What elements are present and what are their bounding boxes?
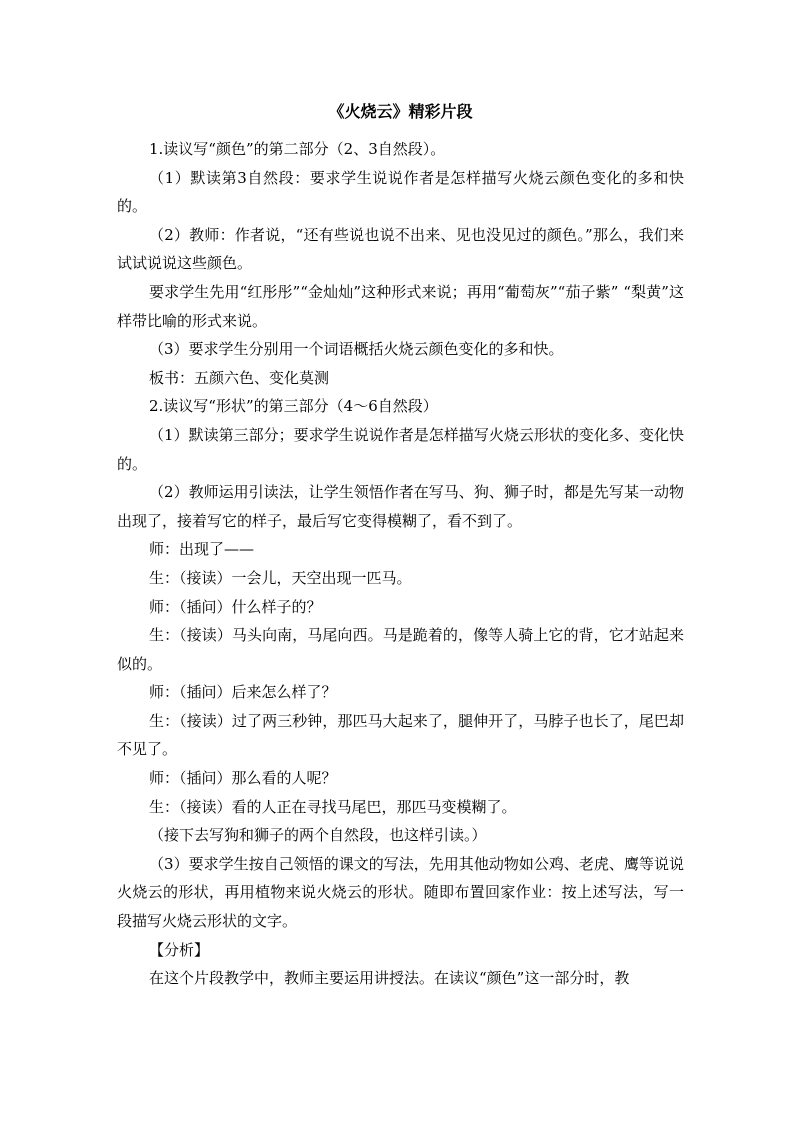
document-title: 《火烧云》精彩片段 <box>328 102 473 121</box>
paragraph-shape-step2: （2）教师运用引读法，让学生领悟作者在写马、狗、狮子时，都是先写某一动物出现了，接着写它的样子，最后写它变得模糊了，看不到了。 <box>117 483 684 530</box>
paragraph-blackboard: 板书：五颜六色、变化莫测 <box>149 368 330 387</box>
dialogue-line: 师：（插问）后来怎么样了？ <box>149 683 337 702</box>
paragraph-step3: （3）要求学生分别用一个词语概括火烧云颜色变化的多和快。 <box>149 340 564 359</box>
paragraph-analysis: 在这个片段教学中，教师主要运用讲授法。在读议“颜色”这一部分时，教 <box>149 969 630 988</box>
paragraph-section1-heading: 1.读议写“颜色”的第二部分（2、3自然段）。 <box>149 140 446 158</box>
paragraph-step2: （2）教师：作者说，“还有些说也说不出来、见也没见过的颜色。”那么，我们来试试说说这些颜色。 <box>117 225 684 273</box>
paragraph-shape-step3: （3）要求学生按自己领悟的课文的写法，先用其他动物如公鸡、老虎、鹰等说说火烧云的形状，再用植物来说火烧云的形状。随即布置回家作业：按上述写法，写一段描写火烧云形状的文字。 <box>117 854 684 931</box>
paragraph-section2-heading: 2.读议写“形状”的第三部分（4～6自然段） <box>149 397 438 416</box>
paragraph-note: （接下去写狗和狮子的两个自然段，也这样引读。） <box>149 826 487 845</box>
paragraph-color-forms: 要求学生先用“红彤彤”“金灿灿”这种形式来说；再用“葡萄灰”“茄子紫” “梨黄”这样带比喻的形式来说。 <box>117 282 684 330</box>
dialogue-line: 生：（接读）过了两三秒钟，那匹马大起来了，腿伸开了，马脖子也长了，尾巴却不见了。 <box>117 711 684 759</box>
dialogue-line: 生：（接读）马头向南，马尾向西。马是跪着的，像等人骑上它的背，它才站起来似的。 <box>117 626 684 673</box>
dialogue-line: 生：（接读）看的人正在寻找马尾巴，那匹马变模糊了。 <box>149 797 517 816</box>
paragraph-shape-step1: （1）默读第三部分；要求学生说说作者是怎样描写火烧云形状的变化多、变化快的。 <box>117 425 684 473</box>
dialogue-line: 师：出现了—— <box>149 540 255 559</box>
dialogue-line: 师：（插问）那么看的人呢？ <box>149 769 337 788</box>
paragraph-step1: （1）默读第3自然段：要求学生说说作者是怎样描写火烧云颜色变化的多和快的。 <box>117 168 684 216</box>
analysis-heading: 【分析】 <box>149 940 210 959</box>
dialogue-line: 生：（接读）一会儿，天空出现一匹马。 <box>149 568 412 587</box>
dialogue-line: 师：（插问）什么样子的？ <box>149 597 322 616</box>
